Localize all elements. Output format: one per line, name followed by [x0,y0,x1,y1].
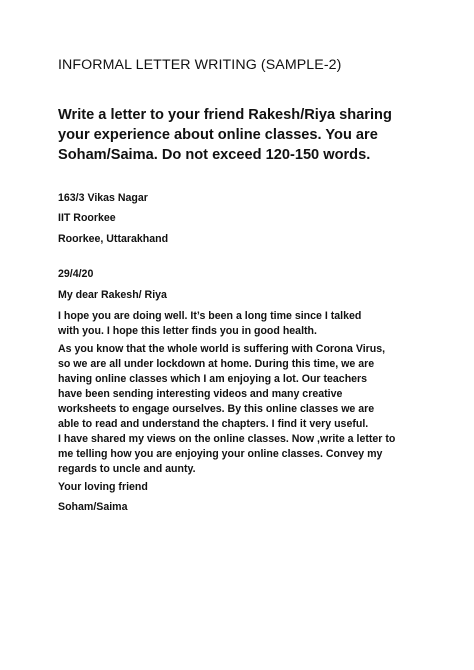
paragraph-2 [58,342,428,432]
address-line-1: 163/3 Vikas Nagar [58,192,148,204]
paragraph-1 [58,309,428,339]
paragraph-3 [58,432,428,477]
paragraph-line: with you. I hope this letter finds you in good health. [58,325,317,337]
address-line-2: IIT Roorkee [58,212,116,224]
paragraph-line: I have shared my views on the online classes. Now ,write a letter to [58,433,396,445]
paragraph-line: I hope you are doing well. It’s been a long time since I talked [58,310,362,322]
prompt-line: Write a letter to your friend Rakesh/Riya sharing [58,107,392,123]
paragraph-line: so we are all under lockdown at home. During this time, we are [58,358,375,370]
signature: Soham/Saima [58,501,128,513]
address-line-3: Roorkee, Uttarakhand [58,233,169,245]
paragraph-line: worksheets to engage ourselves. By this online classes we are [58,403,375,415]
paragraph-line: As you know that the whole world is suffering with Corona Virus, [58,343,386,355]
prompt-line: Soham/Saima. Do not exceed 120-150 words. [58,147,371,163]
paragraph-line: have been sending interesting videos and many creative [58,388,343,400]
paragraph-line: regards to uncle and aunty. [58,463,196,475]
letter-date: 29/4/20 [58,268,94,280]
paragraph-line: having online classes which I am enjoying a lot. Our teachers [58,373,368,385]
paragraph-line: able to read and understand the chapters. I find it very useful. [58,418,369,430]
writing-prompt [58,105,392,165]
complimentary-closing: Your loving friend [58,481,148,493]
salutation: My dear Rakesh/ Riya [58,289,167,301]
page-title: INFORMAL LETTER WRITING (SAMPLE-2) [58,57,342,73]
paragraph-line: me telling how you are enjoying your online classes. Convey my [58,448,383,460]
prompt-line: your experience about online classes. You are [58,127,378,143]
